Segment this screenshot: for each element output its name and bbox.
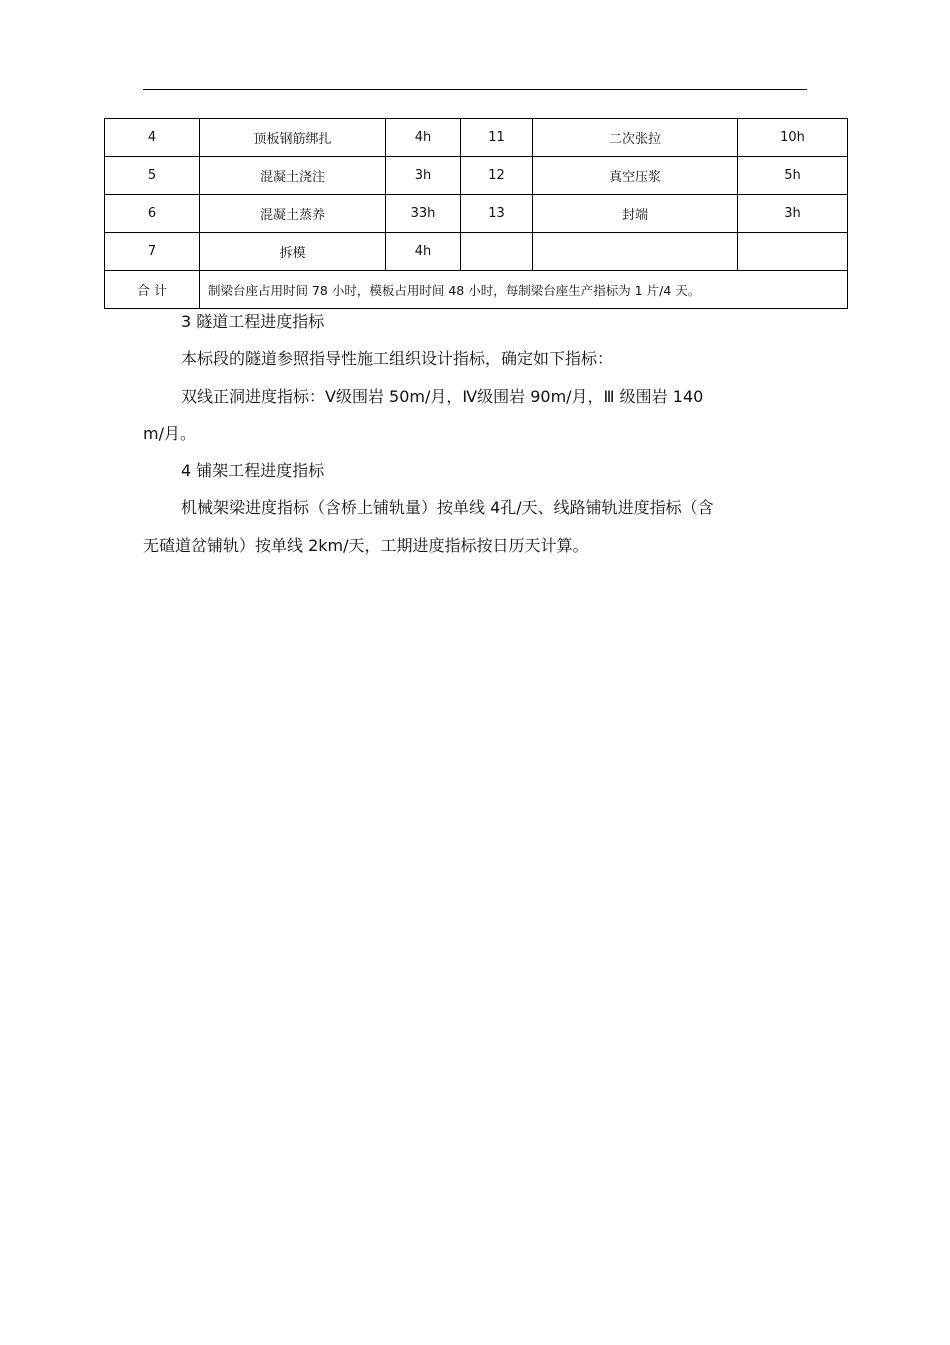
track-text-line1: 机械架梁进度指标（含桥上铺轨量）按单线 4孔/天、线路铺轨进度指标（含 bbox=[181, 498, 714, 517]
step-number: 12 bbox=[461, 157, 533, 195]
step-duration: 3h bbox=[738, 195, 848, 233]
step-duration: 5h bbox=[738, 157, 848, 195]
table-row bbox=[105, 233, 848, 271]
total-row bbox=[105, 271, 848, 309]
step-number: 5 bbox=[105, 157, 200, 195]
step-number: 7 bbox=[105, 233, 200, 271]
step-number: 11 bbox=[461, 119, 533, 157]
tunnel-heading: 3 隧道工程进度指标 bbox=[181, 312, 325, 331]
step-duration bbox=[738, 233, 848, 271]
step-number bbox=[461, 233, 533, 271]
tunnel-intro: 本标段的隧道参照指导性施工组织设计指标，确定如下指标： bbox=[181, 349, 614, 368]
step-name: 拆模 bbox=[200, 233, 386, 271]
table-row bbox=[105, 195, 848, 233]
step-name: 顶板钢筋绑扎 bbox=[200, 119, 386, 157]
step-number: 6 bbox=[105, 195, 200, 233]
table-row bbox=[105, 119, 848, 157]
step-duration: 10h bbox=[738, 119, 848, 157]
step-name bbox=[533, 233, 738, 271]
process-time-table bbox=[104, 118, 848, 309]
total-summary: 制梁台座占用时间 78 小时，模板占用时间 48 小时，每制梁台座生产指标为 1 片/4 天。 bbox=[200, 271, 848, 309]
step-name: 混凝土浇注 bbox=[200, 157, 386, 195]
track-text-line2: 无碴道岔铺轨）按单线 2km/天，工期进度指标按日历天计算。 bbox=[143, 536, 589, 555]
track-heading: 4 铺架工程进度指标 bbox=[181, 461, 325, 480]
step-duration: 3h bbox=[386, 157, 461, 195]
step-name: 二次张拉 bbox=[533, 119, 738, 157]
step-name: 真空压浆 bbox=[533, 157, 738, 195]
step-duration: 33h bbox=[386, 195, 461, 233]
step-name: 封端 bbox=[533, 195, 738, 233]
step-duration: 4h bbox=[386, 119, 461, 157]
step-number: 13 bbox=[461, 195, 533, 233]
tunnel-index-line1: 双线正洞进度指标：Ⅴ级围岩 50m/月，Ⅳ级围岩 90m/月，Ⅲ 级围岩 140 bbox=[181, 387, 704, 406]
step-duration: 4h bbox=[386, 233, 461, 271]
step-number: 4 bbox=[105, 119, 200, 157]
table-row bbox=[105, 157, 848, 195]
total-label: 合 计 bbox=[105, 271, 200, 309]
header-rule bbox=[143, 89, 807, 90]
tunnel-index-line2: m/月。 bbox=[143, 424, 196, 443]
step-name: 混凝土蒸养 bbox=[200, 195, 386, 233]
